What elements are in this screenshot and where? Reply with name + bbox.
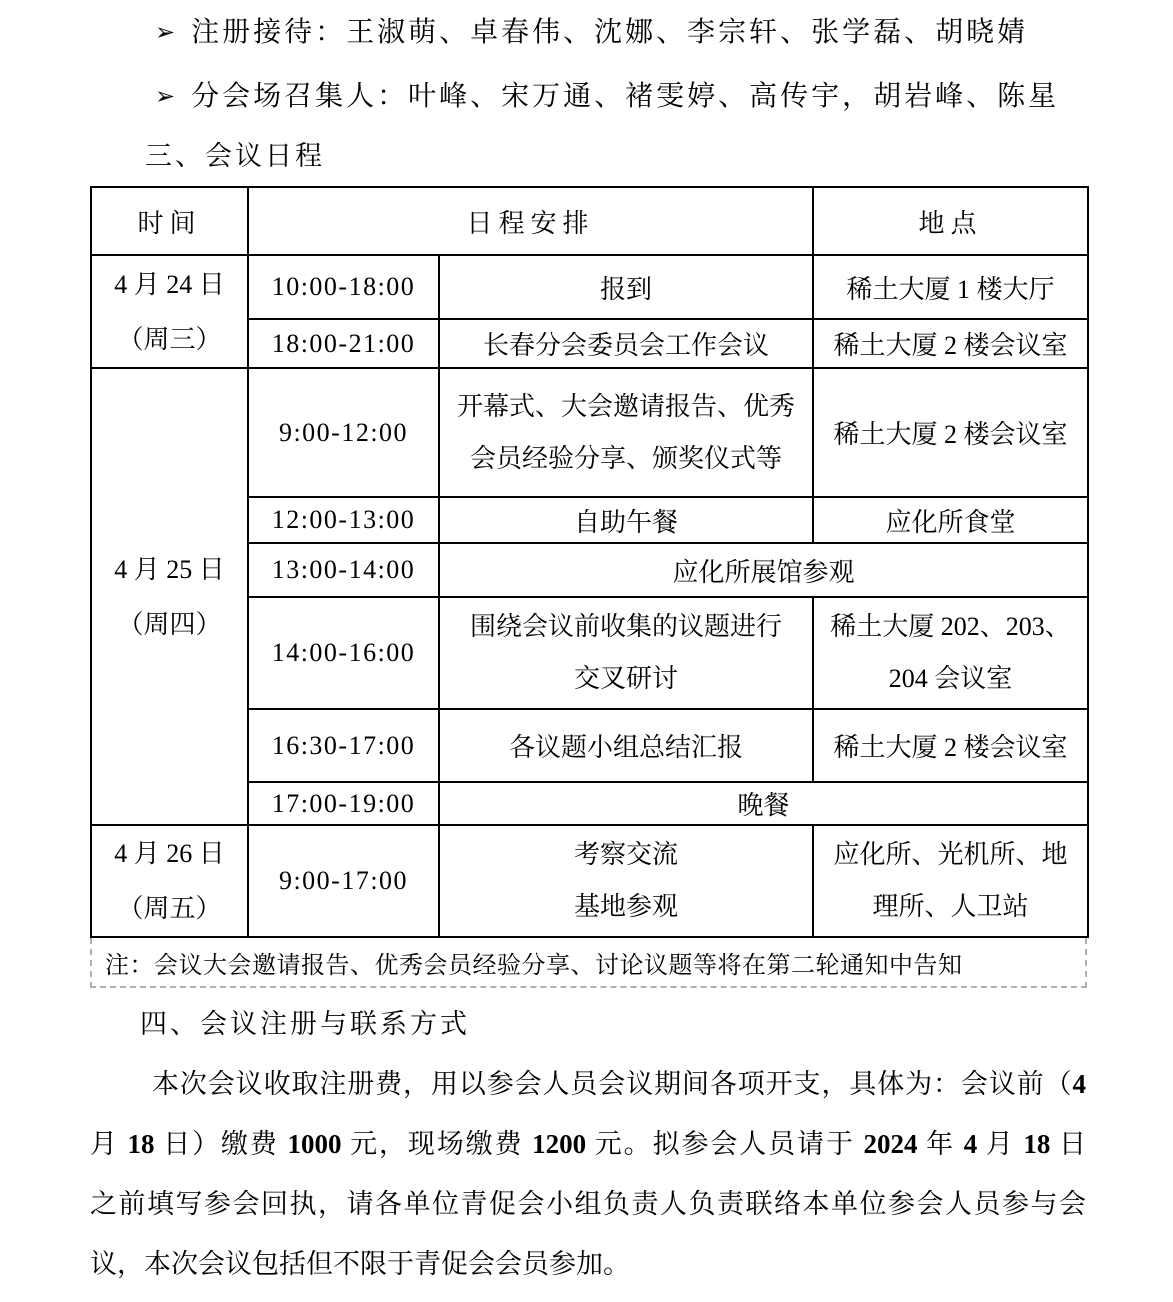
bullet-session-conveners — [155, 80, 1173, 114]
location-cell: 应化所食堂 — [813, 497, 1088, 543]
weekday-text: （周五） — [117, 894, 222, 923]
agenda-cell: 长春分会委员会工作会议 — [439, 319, 813, 368]
arrowhead-bullet-icon: ➢ — [155, 84, 176, 110]
agenda-cell: 开幕式、大会邀请报告、优秀 会员经验分享、颁奖仪式等 — [439, 368, 813, 497]
location-cell: 应化所、光机所、地 理所、人卫站 — [813, 825, 1088, 937]
date-text: 4 月 24 日 — [114, 269, 225, 299]
paragraph-line: 议，本次会议包括但不限于青促会会员参加。 — [90, 1249, 630, 1279]
location-cell: 稀土大厦 2 楼会议室 — [813, 709, 1088, 782]
table-row — [91, 368, 1088, 497]
time-cell: 10:00-18:00 — [248, 255, 439, 319]
registration-paragraph — [90, 1054, 1086, 1294]
time-cell: 18:00-21:00 — [248, 319, 439, 368]
time-cell: 17:00-19:00 — [248, 782, 439, 825]
paragraph-line: 之前填写参会回执，请各单位青促会小组负责人负责联络本单位参会人员参与会 — [90, 1189, 1086, 1219]
table-note — [90, 938, 1087, 988]
date-text: 4 月 26 日 — [114, 839, 225, 868]
header-time: 时间 — [91, 187, 248, 255]
date-cell-apr-26 — [91, 825, 248, 937]
agenda-cell: 各议题小组总结汇报 — [439, 709, 813, 782]
weekday-text: （周四） — [117, 609, 222, 639]
time-cell: 9:00-12:00 — [248, 368, 439, 497]
bullet-registration-reception-text: 注册接待：王淑萌、卓春伟、沈娜、李宗轩、张学磊、胡晓婧 — [191, 17, 1029, 48]
table-row — [91, 255, 1088, 319]
agenda-cell: 围绕会议前收集的议题进行 交叉研讨 — [439, 597, 813, 709]
bullet-registration-reception — [155, 0, 1173, 50]
agenda-cell: 自助午餐 — [439, 497, 813, 543]
paragraph-line: 月 18 日）缴费 1000 元，现场缴费 1200 元。拟参会人员请于 2024 年 4 月 18 日 — [90, 1129, 1087, 1159]
date-text: 4 月 25 日 — [114, 554, 225, 584]
weekday-text: （周三） — [117, 324, 222, 354]
bullet-session-conveners-text: 分会场召集人：叶峰、宋万通、褚雯婷、高传宇，胡岩峰、陈星 — [191, 81, 1060, 112]
arrowhead-bullet-icon: ➢ — [155, 20, 176, 46]
table-note-text: 注：会议大会邀请报告、优秀会员经验分享、讨论议题等将在第二轮通知中告知 — [105, 952, 963, 979]
header-agenda: 日程安排 — [248, 187, 813, 255]
location-cell: 稀土大厦 202、203、 204 会议室 — [813, 597, 1088, 709]
date-cell-apr-24 — [91, 255, 248, 368]
table-row — [91, 825, 1088, 937]
time-cell: 12:00-13:00 — [248, 497, 439, 543]
section-heading-registration: 四、会议注册与联系方式 — [140, 1009, 470, 1039]
section-heading-schedule: 三、会议日程 — [145, 141, 325, 171]
agenda-cell-spanning: 应化所展馆参观 — [439, 543, 1088, 597]
time-cell: 14:00-16:00 — [248, 597, 439, 709]
time-cell: 16:30-17:00 — [248, 709, 439, 782]
paragraph-line: 本次会议收取注册费，用以参会人员会议期间各项开支，具体为：会议前（4 — [152, 1069, 1086, 1099]
agenda-cell: 考察交流 基地参观 — [439, 825, 813, 937]
schedule-table — [90, 186, 1089, 938]
location-cell: 稀土大厦 2 楼会议室 — [813, 368, 1088, 497]
location-cell: 稀土大厦 2 楼会议室 — [813, 319, 1088, 368]
agenda-cell: 报到 — [439, 255, 813, 319]
time-cell: 9:00-17:00 — [248, 825, 439, 937]
date-cell-apr-25 — [91, 368, 248, 825]
header-location: 地点 — [813, 187, 1088, 255]
location-cell: 稀土大厦 1 楼大厅 — [813, 255, 1088, 319]
agenda-cell-spanning: 晚餐 — [439, 782, 1088, 825]
table-header-row — [91, 187, 1088, 255]
time-cell: 13:00-14:00 — [248, 543, 439, 597]
